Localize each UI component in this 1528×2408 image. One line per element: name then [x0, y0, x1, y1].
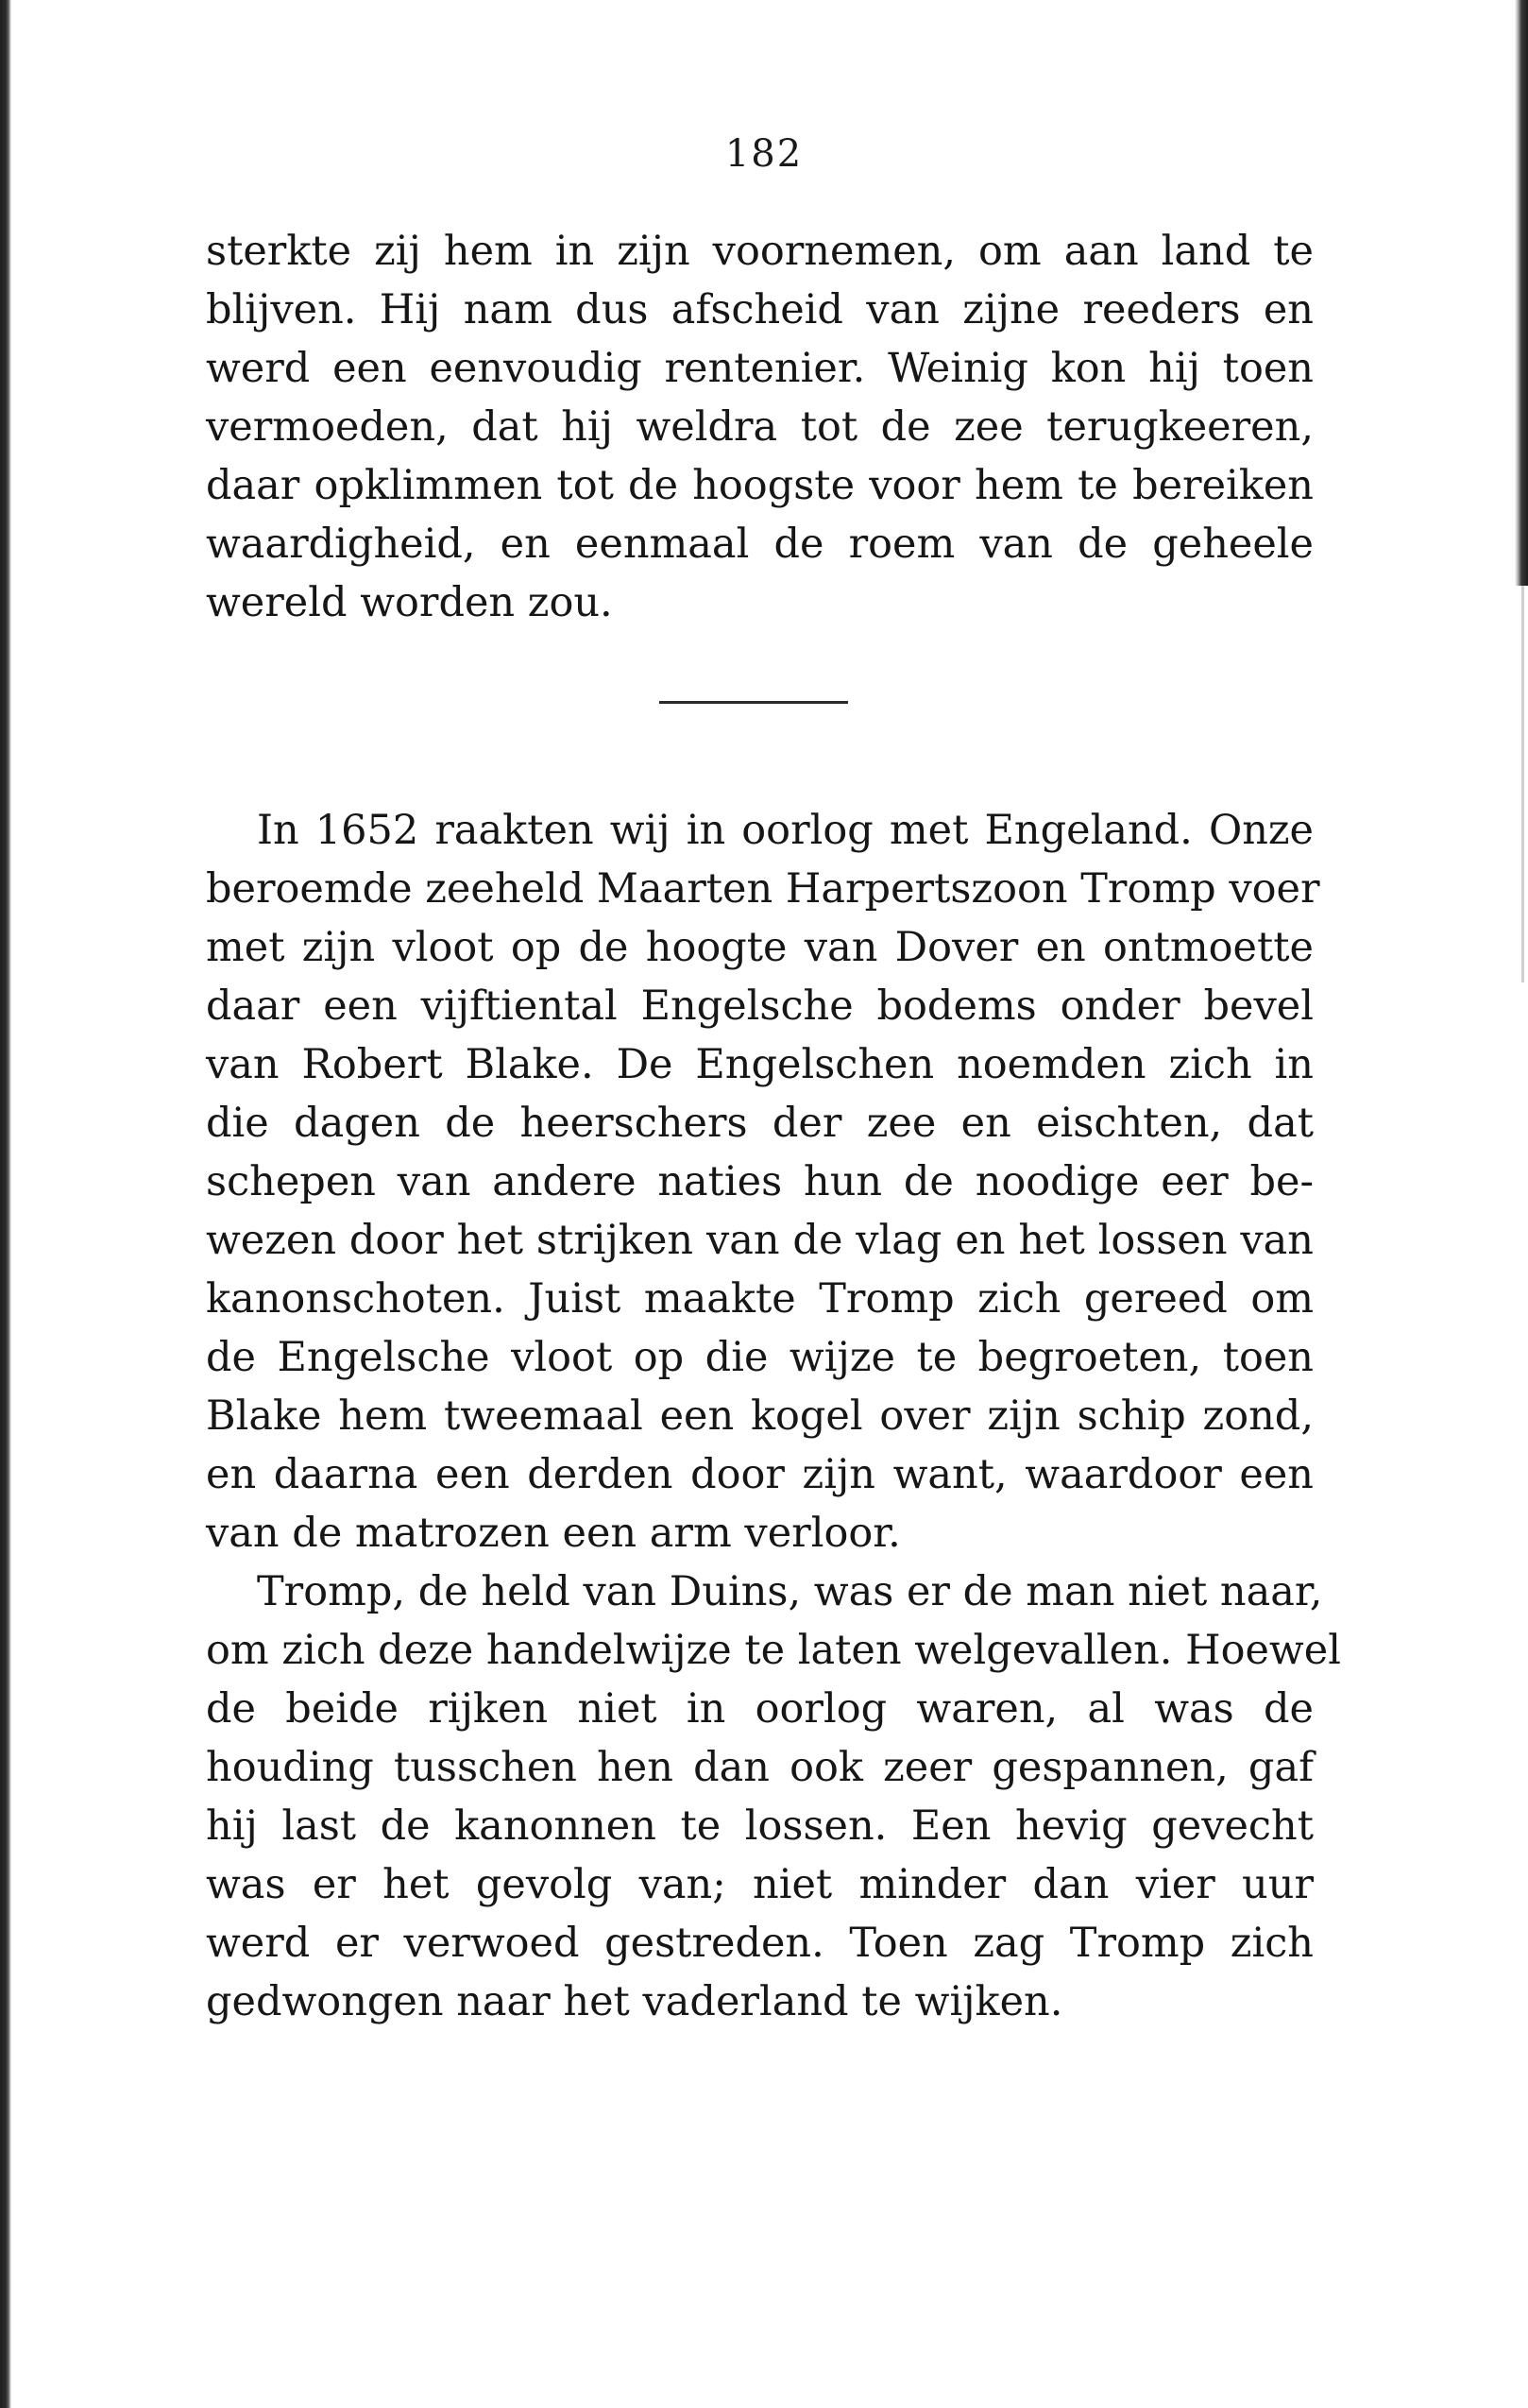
paragraph-tromp-response	[206, 1563, 1341, 2031]
text-line: wereld worden zou.	[206, 579, 613, 626]
text-line: Blake hem tweemaal een kogel over zijn schip zond,	[206, 1392, 1314, 1440]
text-line: daar opklimmen tot de hoogste voor hem te bereiken	[206, 462, 1314, 509]
text-line: de Engelsche vloot op die wijze te begroeten, toen	[206, 1334, 1314, 1381]
text-line: en daarna een derden door zijn want, waardoor een	[206, 1451, 1314, 1498]
section-divider	[659, 701, 848, 704]
text-line: werd er verwoed gestreden. Toen zag Tromp zich	[206, 1920, 1314, 1967]
text-line: van de matrozen een arm verloor.	[206, 1510, 901, 1557]
text-line: beroemde zeeheld Maarten Harpertszoon Tromp voer	[206, 865, 1320, 913]
text-line: blijven. Hij nam dus afscheid van zijne reeders en	[206, 286, 1314, 333]
page-edge-shadow-right	[1515, 0, 1528, 586]
text-line: schepen van andere naties hun de noodige eer be-	[206, 1158, 1314, 1205]
text-line: waardigheid, en eenmaal de roem van de geheele	[206, 521, 1314, 568]
text-line: sterkte zij hem in zijn voornemen, om aan land te	[206, 228, 1314, 275]
page-edge-mark-right	[1521, 586, 1524, 982]
paragraph-continued	[206, 222, 1314, 632]
text-line: met zijn vloot op de hoogte van Dover en ontmoette	[206, 924, 1314, 971]
text-line: de beide rijken niet in oorlog waren, al was de	[206, 1685, 1314, 1733]
page-number: 182	[724, 132, 804, 176]
paragraph-battle-of-dover	[206, 801, 1320, 1563]
text-line: Tromp, de held van Duins, was er de man niet naar,	[257, 1568, 1323, 1615]
text-line: vermoeden, dat hij weldra tot de zee terugkeeren,	[206, 403, 1314, 451]
text-line: gedwongen naar het vaderland te wijken.	[206, 1978, 1063, 2025]
text-line: In 1652 raakten wij in oorlog met Engeland. Onze	[257, 807, 1314, 854]
text-line: werd een eenvoudig rentenier. Weinig kon hij toen	[206, 345, 1314, 392]
text-line: die dagen de heerschers der zee en eischten, dat	[206, 1100, 1314, 1147]
text-line: hij last de kanonnen te lossen. Een hevig gevecht	[206, 1802, 1314, 1850]
text-line: wezen door het strijken van de vlag en het lossen van	[206, 1217, 1314, 1264]
text-line: houding tusschen hen dan ook zeer gespannen, gaf	[206, 1744, 1314, 1791]
text-line: was er het gevolg van; niet minder dan vier uur	[206, 1861, 1314, 1908]
text-line: van Robert Blake. De Engelschen noemden zich in	[206, 1041, 1314, 1088]
text-line: kanonschoten. Juist maakte Tromp zich gereed om	[206, 1275, 1314, 1323]
page-edge-shadow-left	[0, 0, 11, 2408]
text-line: daar een vijftiental Engelsche bodems onder bevel	[206, 982, 1314, 1030]
text-line: om zich deze handelwijze te laten welgevallen. Hoewel	[206, 1627, 1341, 1674]
